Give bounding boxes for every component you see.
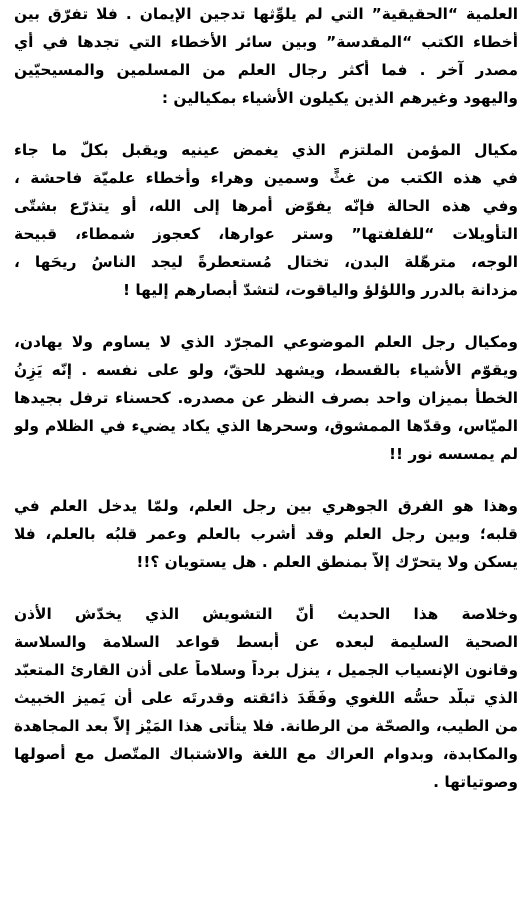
text-line: وهذا هو الفرق الجوهري بين رجل العلم، ولمّا يدخل العلم في xyxy=(14,497,518,515)
text-line: التأويلات “للفلفتها” وستر عوارها، كعجوز شمطاء، قبيحة xyxy=(14,225,518,243)
text-line: مصدر آخر . فما أكثر رجال العلم من المسلمين والمسيحيّين xyxy=(14,61,518,79)
text-line: الوجه، مترهّلة البدن، تختال مُستعطرةً ليجد الناسُ ريحَها ، xyxy=(14,253,518,271)
text-line: قلبه؛ وبين رجل العلم وقد أُشرب بالعلم وعمر قلبُه بالعلم، فلا xyxy=(14,525,518,543)
text-line: وصوتياتها . xyxy=(433,773,518,791)
text-line: وفي هذه الحالة فإنّه يفوّض أمرها إلى الله، أو يتذرّع بشتّى xyxy=(14,197,518,215)
text-line: مزدانة بالدرر واللؤلؤ والياقوت، لتشدّ أبصارهم إليها ! xyxy=(122,281,518,299)
text-line: مكيال المؤمن الملتزم الذي يغمض عينيه ويقبل بكلّ ما جاء xyxy=(14,141,518,159)
text-line: والمكابدة، وبدوام العراك مع اللغة والاشتباك المتّصل مع أصولها xyxy=(14,745,518,763)
text-line: لم يمسسه نور !! xyxy=(388,445,518,463)
text-line: الميّاس، وقدّها الممشوق، وسحرها الذي يكاد يضيء في الظلام ولو xyxy=(14,417,518,435)
text-line: الصحية السليمة لبعده عن أبسط قواعد السلامة والسلاسة xyxy=(14,633,518,651)
text-line: في هذه الكتب من غثٍّ وسمين وهراء وأخطاء علميّة فاحشة ، xyxy=(14,169,518,187)
text-line: ويقوّم الأشياء بالقسط، ويشهد للحقّ، ولو على نفسه . إنّه يَزِنُ xyxy=(14,361,518,379)
text-line: يسكن ولا يتحرّك إلاّ بمنطق العلم . هل يستويان ؟!! xyxy=(136,553,518,571)
text-line: من الطيب، والصحّة من الرطانة. فلا يتأتى هذا المَيْز إلاّ بعد المجاهدة xyxy=(14,717,518,735)
text-line: وخلاصة هذا الحديث أنّ التشويش الذي يخدّش الأذن xyxy=(14,605,518,623)
text-line: واليهود وغيرهم الذين يكيلون الأشياء بمكيالين : xyxy=(161,89,518,107)
text-line: الذي تبلّد حسُّه اللغوي وفَقَدَ ذائقته وقدرتَه على أن يَميز الخبيث xyxy=(14,689,518,707)
text-line: ومكيال رجل العلم الموضوعي المجرّد الذي لا يساوم ولا يهادن، xyxy=(14,333,518,351)
text-line: الخطأ بميزان واحد بصرف النظر عن مصدره. كحسناء ترفل بجيدها xyxy=(14,389,518,407)
text-line: وقانون الإنسياب الجميل ، ينزل برداً وسلاماً على أذن القارئ المتعبّد xyxy=(14,661,518,679)
text-line: أخطاء الكتب “المقدسة” وبين سائر الأخطاء التي تجدها في أي xyxy=(14,33,518,51)
text-line: العلمية “الحقيقية” التي لم يلوِّثها تدجين الإيمان . فلا تفرّق بين xyxy=(14,5,518,23)
